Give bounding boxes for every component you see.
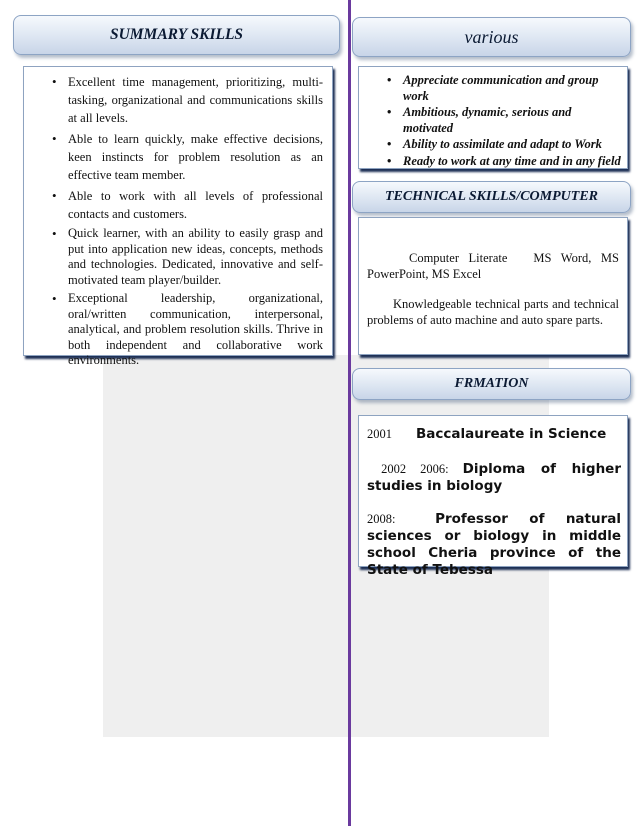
list-item: • Able to work with all levels of professional contacts and customers. xyxy=(24,187,323,223)
technical-knowledge: Knowledgeable technical parts and technical problems of auto machine and auto spare parts. xyxy=(367,297,619,327)
summary-skills-box xyxy=(23,66,333,367)
formation-box xyxy=(358,415,628,578)
computer-literate-line xyxy=(367,250,619,282)
list-item: • Quick learner, with an ability to easily grasp and put into application new ideas, concepts, methods and technologies. Dedicated, innovative and self-motivated team player/builder. xyxy=(24,226,323,288)
summary-skills-title: SUMMARY SKILLS xyxy=(109,26,244,43)
formation-year: 2001 xyxy=(367,427,392,441)
formation-entry xyxy=(367,426,621,443)
various-box xyxy=(358,66,628,169)
list-item: • Exceptional leadership, organizational, oral/written communication, interpersonal, analytical, and problem resolution skills. Thrive in both independent and collaborative work environments. xyxy=(24,291,323,369)
formation-entry xyxy=(367,461,621,495)
list-item: • Ability to assimilate and adapt to Work xyxy=(359,137,621,153)
vertical-divider-line xyxy=(348,0,351,826)
formation-entry xyxy=(367,511,621,579)
computer-literate-label: Computer Literate xyxy=(409,251,508,265)
list-item: • Appreciate communication and group work xyxy=(359,73,621,104)
formation-header xyxy=(352,368,631,400)
computer-tools: MS Word, MS PowerPoint, MS Excel xyxy=(367,251,619,281)
formation-title-text: Diploma of higher studies in biology xyxy=(367,461,621,494)
list-item: • Ambitious, dynamic, serious and motivated xyxy=(359,105,621,136)
formation-title: FRMATION xyxy=(454,376,529,391)
summary-skills-header xyxy=(13,15,340,55)
list-item: • Ready to work at any time and in any field xyxy=(359,154,621,170)
formation-year: 2008: xyxy=(367,512,396,526)
list-item: • Able to learn quickly, make effective decisions, keen instincts for problem resolution as an effective team member. xyxy=(24,130,323,184)
various-header xyxy=(352,17,631,57)
formation-year: 2002 2006: xyxy=(381,462,449,476)
technical-skills-title: TECHNICAL SKILLS/COMPUTER xyxy=(384,189,599,204)
summary-skills-list xyxy=(24,73,323,369)
technical-skills-box xyxy=(358,217,628,355)
formation-title-text: Professor of natural sciences or biology in middle school Cheria province of the State of Tebessa xyxy=(367,511,622,578)
various-list xyxy=(359,73,621,169)
list-item: • Excellent time management, prioritizing, multi-tasking, organizational and communications skills at all levels. xyxy=(24,73,323,127)
formation-title-text: Baccalaureate in Science xyxy=(416,426,607,442)
various-title: various xyxy=(464,26,519,47)
technical-skills-header xyxy=(352,181,631,213)
